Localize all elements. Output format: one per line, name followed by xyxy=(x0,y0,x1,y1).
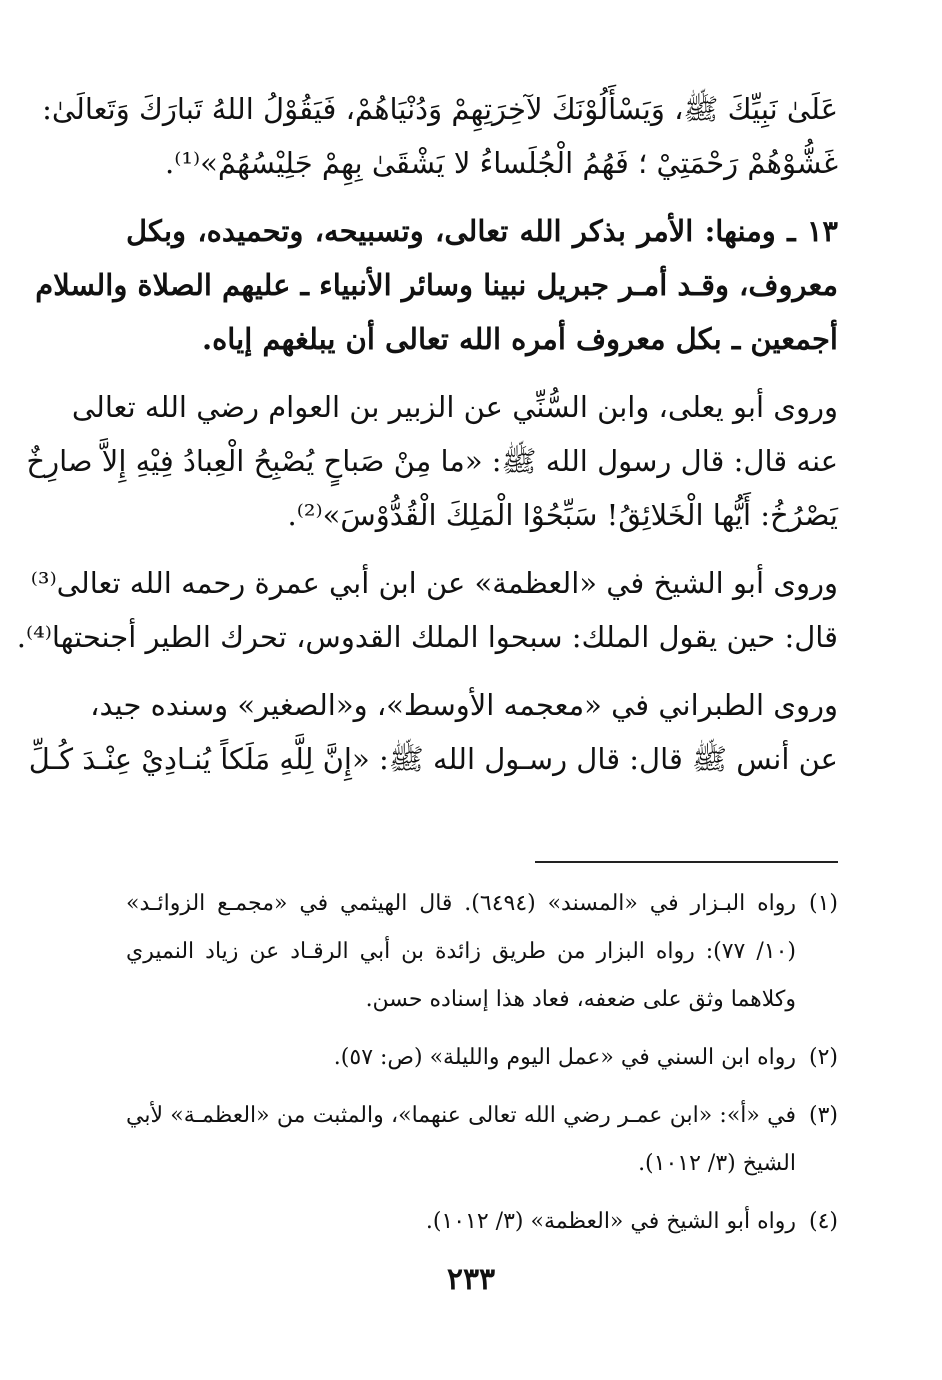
footnote-number: (٤) xyxy=(808,1209,838,1234)
paragraph-point-13 xyxy=(35,204,838,366)
page-number: ٢٣٣ xyxy=(446,1262,496,1297)
footnote-text xyxy=(126,1034,796,1082)
footnote-2 xyxy=(126,1034,838,1082)
paragraph-abu-shaykh xyxy=(16,556,838,664)
footnote-line: وكلاهما وثق على ضعفه، فعاد هذا إسناده حسن. xyxy=(365,987,796,1012)
footnote-number: (٢) xyxy=(808,1045,838,1070)
text-line: عَلَىٰ نَبِيِّكَ ﷺ، وَيَسْأَلُوْنَكَ لآخِرَتِهِمْ وَدُنْيَاهُمْ، فَيَقُوْلُ اللهُ تَبارَكَ وَتَعالَىٰ: xyxy=(42,92,838,126)
footnote-line: رواه أبو الشيخ في «العظمة» (٣/ ١٠١٢). xyxy=(425,1209,796,1234)
text-line: عنه قال: قال رسول الله ﷺ: «ما مِنْ صَباحٍ يُصْبِحُ الْعِبادُ فِيْهِ إِلاَّ صارِخٌ xyxy=(26,444,838,478)
text-line: يَصْرُخُ: أَيُّها الْخَلائِقُ! سَبِّحُوْا الْمَلِكَ الْقُدُّوْسَ»⁽²⁾. xyxy=(287,498,838,532)
footnote-number: (٣) xyxy=(808,1103,838,1128)
footnote-divider xyxy=(535,861,838,863)
paragraph-tabarani xyxy=(28,678,838,786)
text-line: وروى الطبراني في «معجمه الأوسط»، و«الصغير» وسنده جيد، xyxy=(90,688,838,722)
footnote-number: (١) xyxy=(808,891,838,916)
footnote-line: رواه ابن السني في «عمل اليوم والليلة» (ص: ٥٧). xyxy=(333,1045,796,1070)
footnote-text xyxy=(126,880,796,1024)
text-line: غَشُّوْهُمْ رَحْمَتِيْ ؛ فَهُمُ الْجُلَساءُ لا يَشْقَىٰ بِهِمْ جَلِيْسُهُمْ»⁽¹⁾. xyxy=(164,146,838,180)
text-line: ١٣ ـ ومنها: الأمر بذكر الله تعالى، وتسبيحه، وتحميده، وبكل xyxy=(126,214,838,248)
text-line: وروى أبو الشيخ في «العظمة» عن ابن أبي عمرة رحمه الله تعالى⁽³⁾ xyxy=(30,566,838,600)
text-line: وروى أبو يعلى، وابن السُّنِّي عن الزبير بن العوام رضي الله تعالى xyxy=(71,390,838,424)
footnote-line: (١٠/ ٧٧): رواه البزار من طريق زائدة بن أبي الرقـاد عن زياد النميري xyxy=(126,939,797,964)
footnote-text xyxy=(126,1092,796,1188)
footnote-line: الشيخ (٣/ ١٠١٢). xyxy=(638,1151,796,1176)
footnote-1 xyxy=(126,880,838,1024)
text-line: معروف، وقـد أمـر جبريل نبينا وسائر الأنبياء ـ عليهم الصلاة والسلام xyxy=(35,268,838,302)
paragraph-abu-yala xyxy=(26,380,838,542)
paragraph-hadith-end xyxy=(42,82,838,190)
footnote-text xyxy=(126,1198,796,1246)
main-text xyxy=(16,82,838,800)
footnote-line: في «أ»: «ابن عمـر رضي الله تعالى عنهما»، والمثبت من «العظمـة» لأبي xyxy=(126,1103,796,1128)
text-line: أجمعين ـ بكل معروف أمره الله تعالى أن يبلغهم إياه. xyxy=(202,322,838,356)
text-line: قال: حين يقول الملك: سبحوا الملك القدوس، تحرك الطير أجنحتها⁽⁴⁾. xyxy=(16,620,838,654)
footnote-3 xyxy=(126,1092,838,1188)
footnote-line: رواه البـزار في «المسند» (٦٤٩٤). قال الهيثمي في «مجمـع الزوائـد» xyxy=(126,891,796,916)
footnote-4 xyxy=(126,1198,838,1246)
footnotes xyxy=(126,880,838,1256)
text-line: عن أنس ﷺ قال: قال رسـول الله ﷺ: «إِنَّ لِلَّهِ مَلَكاً يُنـادِيْ عِنْـدَ كُـلِّ xyxy=(28,742,838,776)
